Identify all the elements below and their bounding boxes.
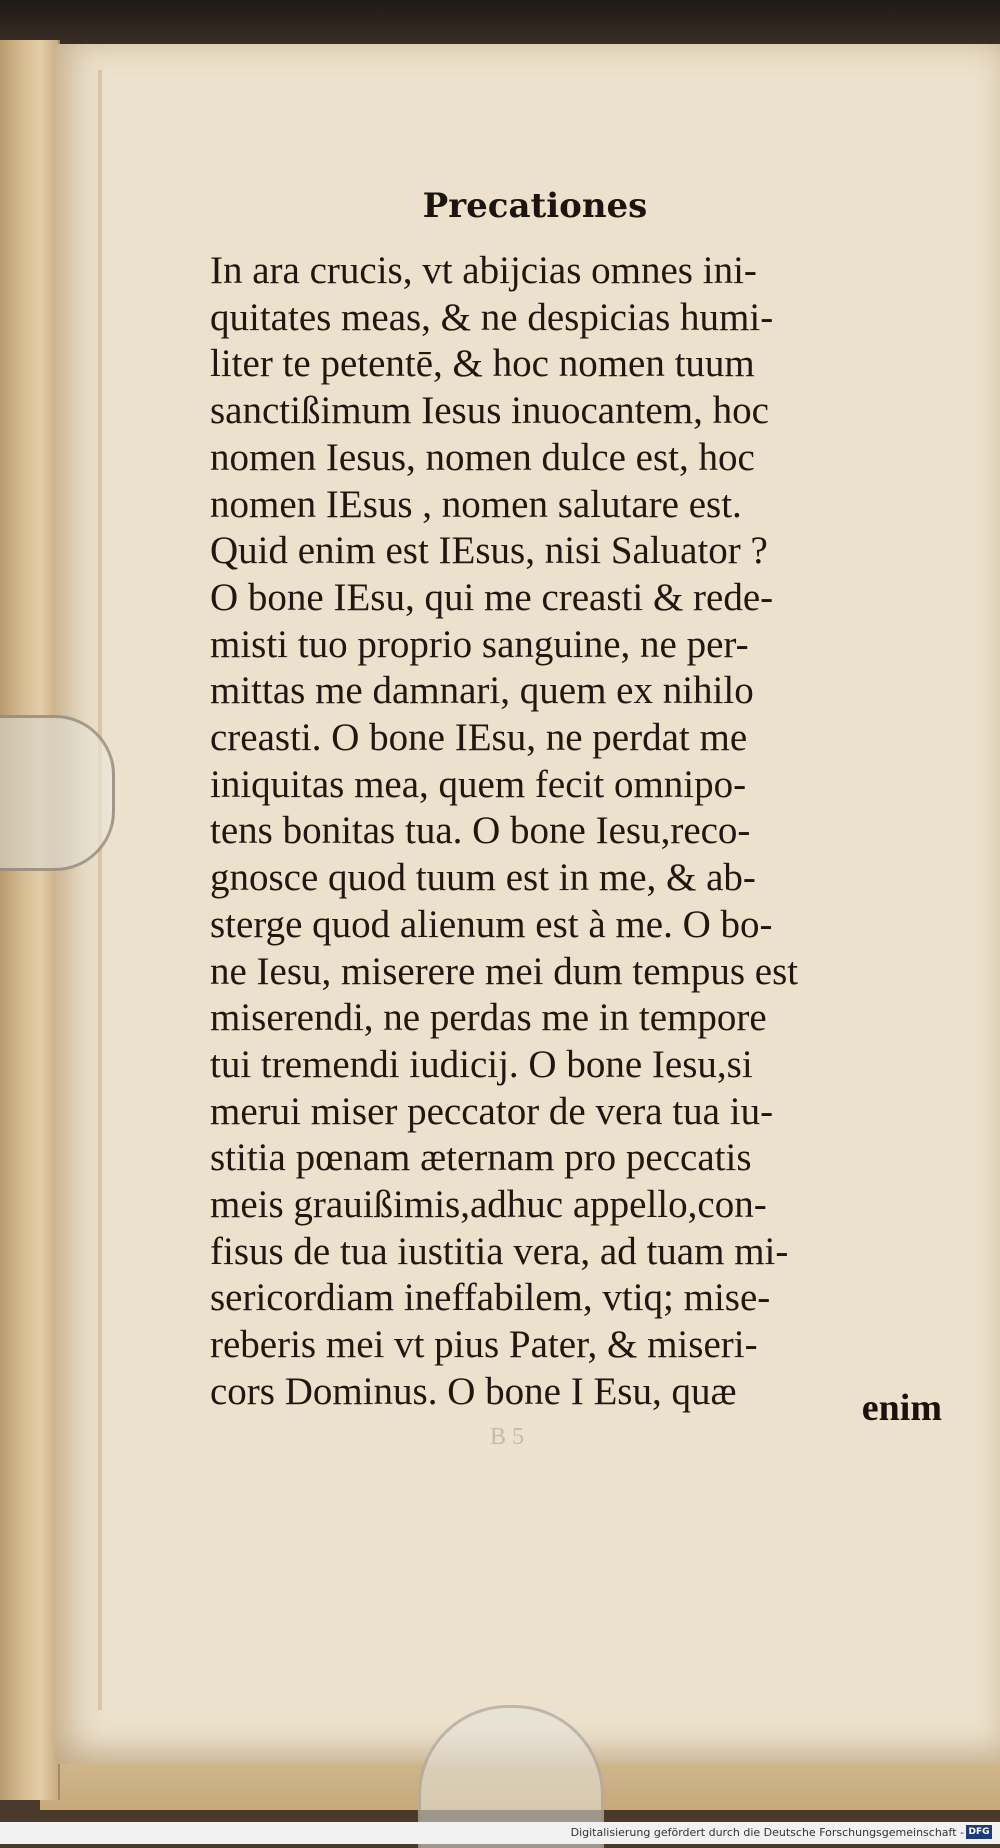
faint-signature-mark: B 5 <box>490 1424 525 1450</box>
text-line: merui miser peccator de vera tua iu- <box>210 1089 774 1133</box>
text-line: mittas me damnari, quem ex nihilo <box>210 669 754 713</box>
text-line: tens bonitas tua. O bone Iesu,reco- <box>210 809 751 853</box>
text-line: Quid enim est IEsus, nisi Saluator ? <box>210 529 768 573</box>
catchword: enim <box>861 1387 942 1429</box>
text-line: stitia pœnam æternam pro peccatis <box>210 1136 752 1180</box>
text-line: In ara crucis, vt abijcias omnes ini- <box>210 249 757 292</box>
clasp-clip <box>0 715 115 871</box>
text-line: iniquitas mea, quem fecit omnipo- <box>210 762 747 806</box>
text-line: creasti. O bone IEsu, ne perdat me <box>210 716 748 760</box>
text-line: sterge quod alienum est à me. O bo- <box>210 902 773 946</box>
text-line: fisus de tua iustitia vera, ad tuam mi- <box>210 1229 789 1273</box>
dfg-logo: DFG <box>966 1825 992 1839</box>
running-header: Precationes <box>422 186 648 226</box>
text-line: quitates meas, & ne despicias humi- <box>210 295 774 339</box>
page-gutter-shadow <box>98 70 102 1710</box>
text-line: reberis mei vt pius Pater, & miseri- <box>210 1323 758 1367</box>
text-line: O bone IEsu, qui me creasti & rede- <box>210 575 774 619</box>
text-line: meis grauißimis,adhuc appello,con- <box>210 1183 767 1227</box>
book-binding <box>0 40 60 1800</box>
text-line: tui tremendi iudicij. O bone Iesu,si <box>210 1042 753 1086</box>
text-line: ne Iesu, miserere mei dum tempus est <box>210 949 799 993</box>
text-line: miserendi, ne perdas me in tempore <box>210 996 767 1040</box>
text-line: sanctißimum Iesus inuocantem, hoc <box>210 389 769 433</box>
text-line: sericordiam ineffabilem, vtiq; mise- <box>210 1276 771 1320</box>
body-text <box>210 248 945 1416</box>
scan-background-top <box>0 0 1000 48</box>
text-line: misti tuo proprio sanguine, ne per- <box>210 622 749 666</box>
footer-credit: Digitalisierung gefördert durch die Deutsche Forschungsgemeinschaft - <box>570 1826 964 1839</box>
text-line: nomen IEsus , nomen salutare est. <box>210 482 742 526</box>
text-line: cors Dominus. O bone I Esu, quæ <box>210 1369 737 1413</box>
text-line: gnosce quod tuum est in me, & ab- <box>210 856 756 900</box>
text-line: liter te petentē, & hoc nomen tuum <box>210 342 755 386</box>
text-line: nomen Iesus, nomen dulce est, hoc <box>210 435 755 479</box>
